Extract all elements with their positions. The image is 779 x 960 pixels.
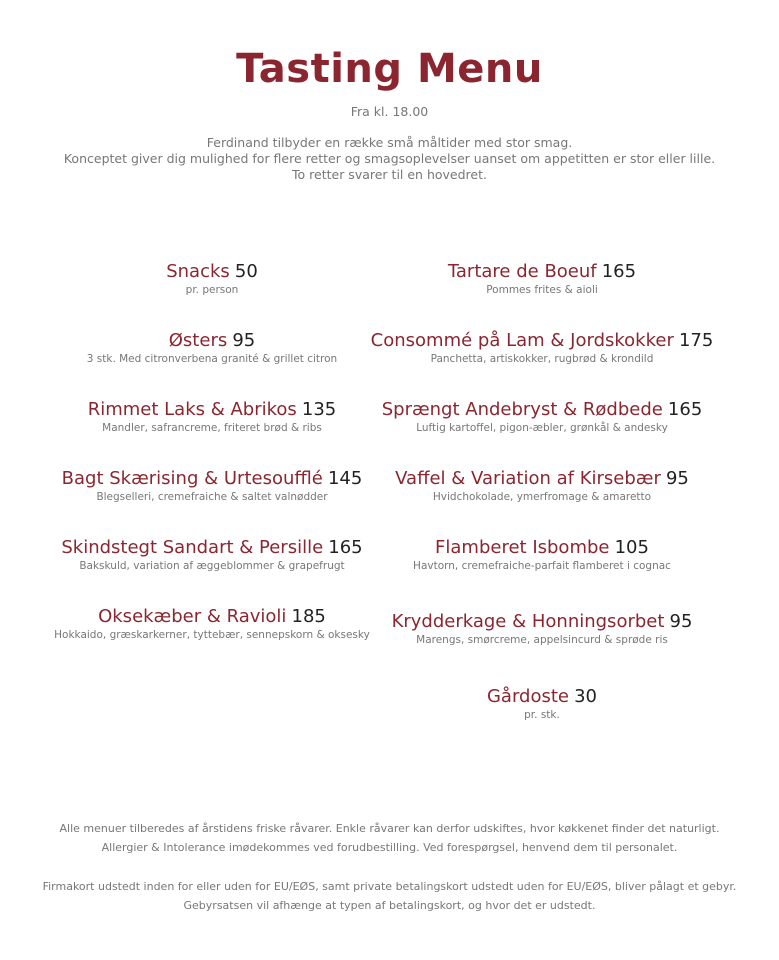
menu-item bbox=[347, 537, 737, 572]
dish-price: 175 bbox=[678, 330, 714, 351]
dish-name: Sprængt Andebryst & Rødbede bbox=[381, 399, 663, 420]
intro-line: Ferdinand tilbyder en række små måltider med stor smag. bbox=[206, 135, 573, 150]
dish-description: Havtorn, cremefraiche-parfait flamberet i cognac bbox=[413, 560, 671, 572]
dish-price: 135 bbox=[301, 399, 337, 420]
dish-name: Tartare de Boeuf bbox=[447, 261, 597, 282]
intro-line: Konceptet giver dig mulighed for flere retter og smagsoplevelser uanset om appetitten er stor eller lille. bbox=[63, 151, 716, 166]
dish-name: Bagt Skærising & Urtesoufflé bbox=[61, 468, 323, 489]
intro-text bbox=[0, 135, 779, 183]
dish-description: Hvidchokolade, ymerfromage & amaretto bbox=[432, 491, 652, 503]
menu-item bbox=[347, 399, 737, 434]
footer-note: Firmakort udstedt inden for eller uden for EU/EØS, samt private betalingskort udstedt uden for EU/EØS, bliver pålagt et gebyr. bbox=[42, 880, 737, 893]
dish-description: Bakskuld, variation af æggeblommer & grapefrugt bbox=[79, 560, 345, 572]
dish-description: Blegselleri, cremefraiche & saltet valnødder bbox=[96, 491, 328, 503]
menu-item bbox=[347, 261, 737, 296]
footer-note: Gebyrsatsen vil afhænge at typen af betalingskort, og hvor det er udstedt. bbox=[183, 899, 596, 912]
dish-description: Mandler, safrancreme, friteret brød & ribs bbox=[102, 422, 322, 434]
dish-price: 105 bbox=[614, 537, 649, 558]
page-subtitle: Fra kl. 18.00 bbox=[350, 104, 429, 119]
dish-name: Rimmet Laks & Abrikos bbox=[87, 399, 297, 420]
dish-price: 165 bbox=[328, 537, 363, 558]
dish-name: Snacks bbox=[166, 261, 230, 282]
dish-description: 3 stk. Med citronverbena granité & grillet citron bbox=[86, 353, 338, 365]
dish-price: 50 bbox=[234, 261, 258, 282]
dish-description: pr. person bbox=[185, 284, 239, 296]
dish-name: Gårdoste bbox=[486, 686, 569, 707]
dish-price: 165 bbox=[667, 399, 703, 420]
dish-price: 95 bbox=[669, 611, 693, 632]
footer-note: Alle menuer tilberedes af årstidens friske råvarer. Enkle råvarer kan derfor udskiftes, hvor køkkenet finder det naturligt. bbox=[59, 822, 720, 835]
dish-price: 95 bbox=[665, 468, 689, 489]
menu-item bbox=[347, 468, 737, 503]
dish-name: Skindstegt Sandart & Persille bbox=[61, 537, 324, 558]
menu-item bbox=[347, 330, 737, 365]
footer-notes bbox=[0, 819, 779, 857]
dish-name: Vaffel & Variation af Kirsebær bbox=[395, 468, 661, 489]
menu-item bbox=[347, 611, 737, 646]
dish-name: Oksekæber & Ravioli bbox=[98, 606, 287, 627]
footer-note: Allergier & Intolerance imødekommes ved forudbestilling. Ved forespørgsel, henvend dem til personalet. bbox=[101, 841, 678, 854]
dish-description: Pommes frites & aioli bbox=[486, 284, 598, 296]
dish-price: 185 bbox=[291, 606, 326, 627]
dish-name: Flamberet Isbombe bbox=[435, 537, 610, 558]
intro-line: To retter svarer til en hovedret. bbox=[292, 167, 487, 182]
dish-description: Luftig kartoffel, pigon-æbler, grønkål & andesky bbox=[416, 422, 668, 434]
dish-description: Hokkaido, græskarkerner, tyttebær, sennepskorn & oksesky bbox=[54, 629, 370, 641]
page-title: Tasting Menu bbox=[236, 46, 543, 92]
dish-price: 95 bbox=[232, 330, 256, 351]
dish-name: Consommé på Lam & Jordskokker bbox=[370, 330, 674, 351]
dish-name: Krydderkage & Honningsorbet bbox=[391, 611, 665, 632]
dish-description: Panchetta, artiskokker, rugbrød & krondild bbox=[430, 353, 654, 365]
menu-item bbox=[347, 686, 737, 721]
dish-description: pr. stk. bbox=[524, 709, 560, 721]
dish-price: 145 bbox=[327, 468, 363, 489]
dish-name: Østers bbox=[168, 330, 228, 351]
dish-price: 30 bbox=[574, 686, 597, 707]
footer-card-fee bbox=[0, 877, 779, 915]
dish-description: Marengs, smørcreme, appelsincurd & sprøde ris bbox=[416, 634, 668, 646]
dish-price: 165 bbox=[601, 261, 637, 282]
